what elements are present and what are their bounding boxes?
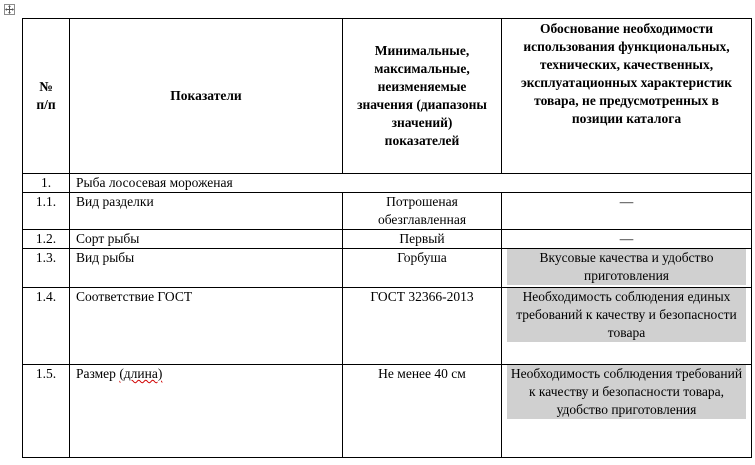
row-value: Потрошеная обезглавленная: [343, 193, 502, 230]
row-value: Горбуша: [343, 249, 502, 288]
row-justification-cell: [502, 249, 752, 288]
header-row: [23, 19, 752, 174]
section-num: 1.: [23, 174, 70, 193]
row-indicator: Соответствие ГОСТ: [70, 288, 343, 365]
row-num: 1.3.: [23, 249, 70, 288]
row-indicator: Вид разделки: [70, 193, 343, 230]
row-num: 1.1.: [23, 193, 70, 230]
row-justification: —: [502, 230, 752, 249]
table-move-handle-icon[interactable]: [4, 4, 15, 15]
header-indicator: Показатели: [70, 19, 343, 174]
row-justification: Необходимость соблюдения единых требований к качеству и безопасности товара: [507, 288, 746, 342]
row-value: ГОСТ 32366-2013: [343, 288, 502, 365]
row-indicator: [70, 365, 343, 458]
row-num: 1.2.: [23, 230, 70, 249]
section-title: Рыба лососевая мороженая: [70, 174, 752, 193]
row-justification-cell: [502, 288, 752, 365]
row-justification: Необходимость соблюдения требований к качеству и безопасности товара, удобство приготовления: [507, 365, 746, 419]
row-justification: —: [502, 193, 752, 230]
header-values: Минимальные, максимальные, неизменяемые значения (диапазоны значений) показателей: [343, 19, 502, 174]
row-indicator: Вид рыбы: [70, 249, 343, 288]
row-indicator: Сорт рыбы: [70, 230, 343, 249]
row-value: Первый: [343, 230, 502, 249]
characteristics-table: [22, 18, 752, 458]
table-row: [23, 249, 752, 288]
row-num: 1.4.: [23, 288, 70, 365]
header-justification: Обоснование необходимости использования функциональных, технических, качественных, эксплуатационных характеристик товара, не предусмотренных в позиции каталога: [502, 19, 752, 174]
row-value: Не менее 40 см: [343, 365, 502, 458]
row-num: 1.5.: [23, 365, 70, 458]
table-row: [23, 288, 752, 365]
row-indicator-text: Размер: [76, 366, 120, 381]
spellcheck-underlined-word: (длина): [119, 366, 163, 381]
section-row: [23, 174, 752, 193]
row-justification: Вкусовые качества и удобство приготовления: [507, 249, 746, 285]
header-num: № п/п: [23, 19, 70, 174]
row-justification-cell: [502, 365, 752, 458]
table-row: [23, 365, 752, 458]
table-row: [23, 230, 752, 249]
table-row: [23, 193, 752, 230]
